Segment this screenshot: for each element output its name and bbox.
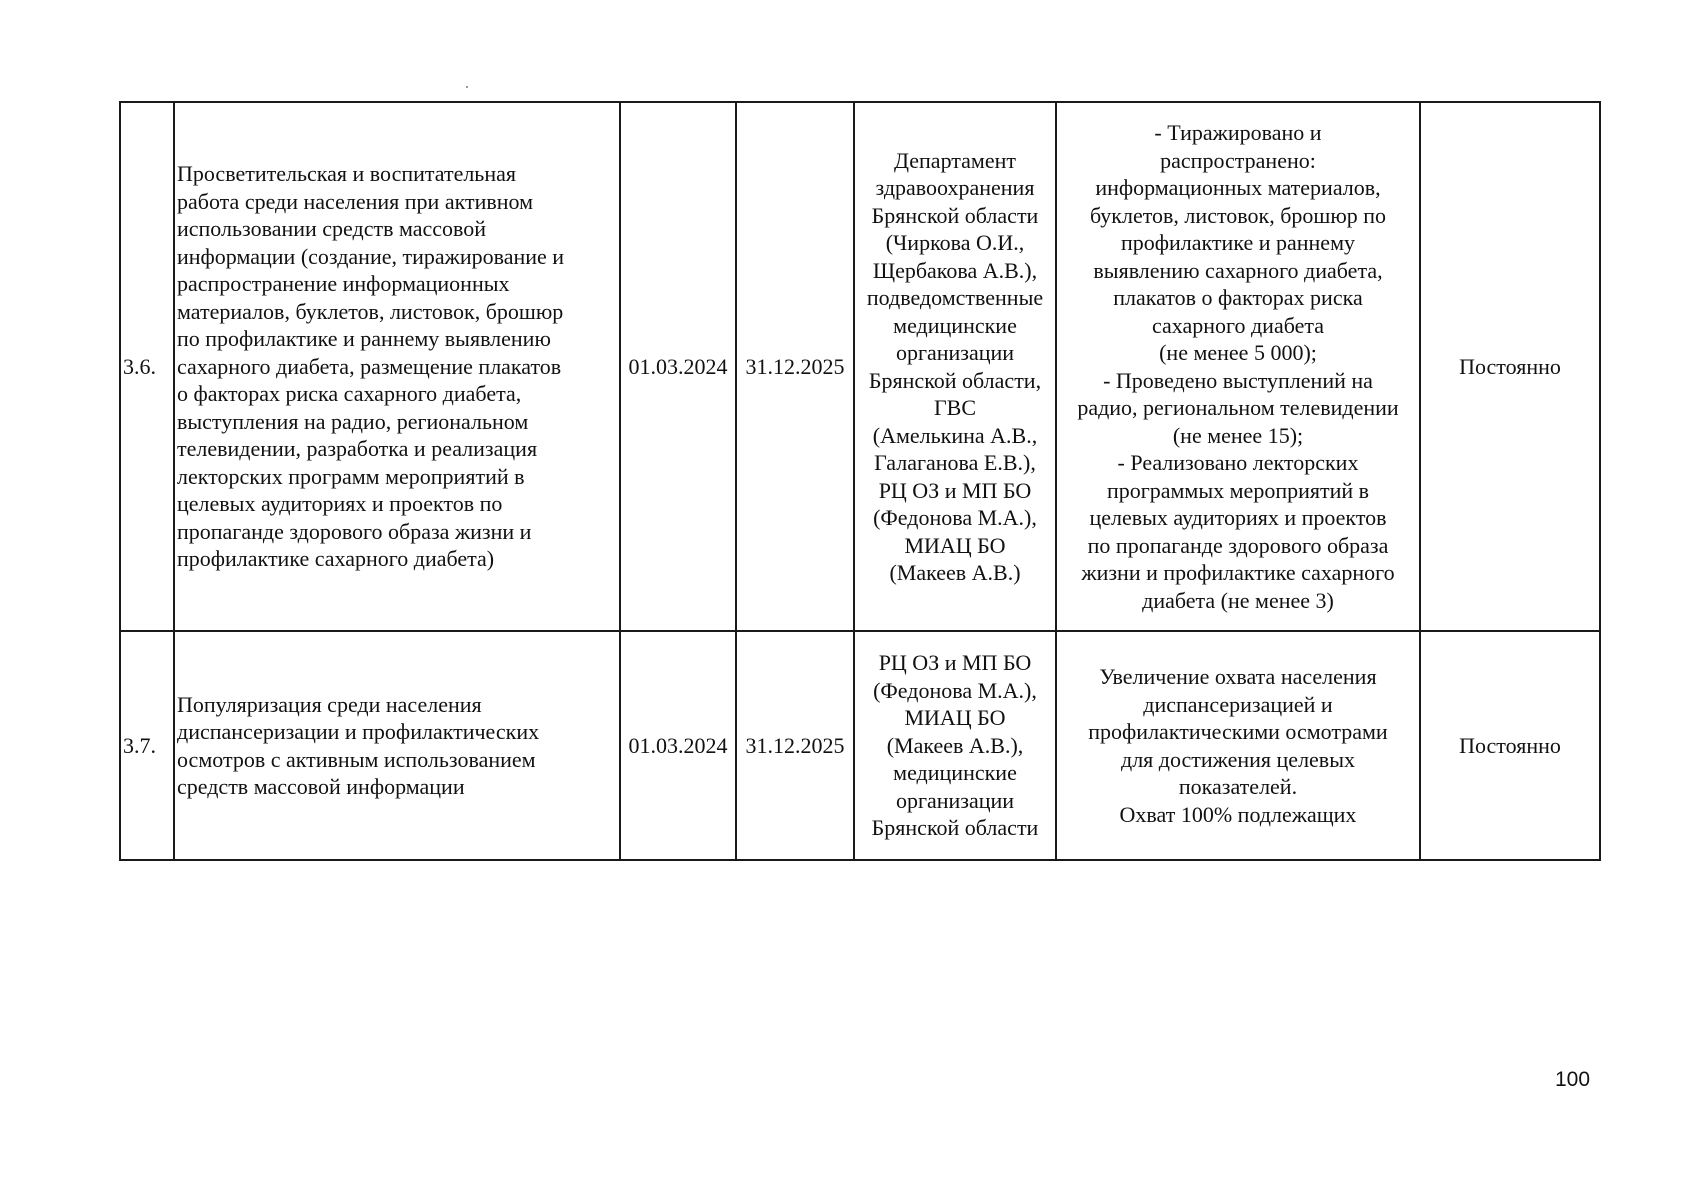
measure-name-line: Просветительская и воспитательная bbox=[177, 161, 517, 187]
table-row bbox=[120, 631, 1600, 860]
responsible-cell bbox=[854, 102, 1056, 631]
measure-name-line: пропаганде здорового образа жизни и bbox=[177, 518, 532, 544]
page-number: 100 bbox=[1555, 1068, 1591, 1091]
result-line: по пропаганде здорового образа bbox=[1087, 532, 1389, 558]
measure-name-line: лекторских программ мероприятий в bbox=[177, 463, 525, 489]
result-line: диабета (не менее 3) bbox=[1142, 587, 1334, 613]
responsible-line: Брянской области, bbox=[868, 367, 1042, 393]
responsible-line: Брянской области bbox=[871, 815, 1039, 841]
responsible-line: медицинские bbox=[893, 760, 1017, 786]
result-line: профилактическими осмотрами bbox=[1088, 719, 1388, 744]
term-cell: Постоянно bbox=[1420, 102, 1600, 631]
responsible-line: Департамент bbox=[893, 147, 1016, 173]
result-line: выявлению сахарного диабета, bbox=[1093, 257, 1383, 283]
measure-name-line: выступления на радио, региональном bbox=[177, 408, 529, 434]
responsible-line: здравоохранения bbox=[875, 175, 1035, 200]
responsible-line: организации bbox=[895, 787, 1015, 813]
measure-name-line: работа среди населения при активном bbox=[177, 188, 534, 214]
scan-speck bbox=[466, 86, 468, 88]
result-line: целевых аудиториях и проектов bbox=[1089, 505, 1387, 530]
responsible-line: (Макеев А.В.), bbox=[886, 732, 1024, 758]
expected-result-cell bbox=[1056, 631, 1420, 860]
measure-name-line: использовании средств массовой bbox=[177, 216, 487, 242]
end-date-cell: 31.12.2025 bbox=[736, 102, 854, 631]
result-line: - Тиражировано и bbox=[1154, 120, 1322, 145]
responsible-line: ГВС bbox=[933, 395, 977, 420]
measure-name-cell bbox=[174, 631, 620, 860]
result-line: информационных материалов, bbox=[1095, 175, 1381, 200]
responsible-line: (Чиркова О.И., bbox=[885, 230, 1025, 255]
measure-name-line: по профилактике и раннему выявлению bbox=[177, 326, 551, 352]
measure-name-line: телевидении, разработка и реализация bbox=[177, 436, 538, 462]
result-line: (не менее 15); bbox=[1172, 422, 1304, 448]
result-line: жизни и профилактике сахарного bbox=[1081, 560, 1395, 585]
result-line: показателей. bbox=[1178, 774, 1298, 799]
row-number-cell: 3.6. bbox=[120, 102, 174, 631]
result-line: для достижения целевых bbox=[1121, 746, 1355, 772]
result-line: (не менее 5 000); bbox=[1159, 340, 1317, 365]
result-line: сахарного диабета bbox=[1151, 312, 1325, 338]
measure-name-line: осмотров с активным использованием bbox=[177, 746, 536, 772]
responsible-line: подведомственные bbox=[866, 285, 1044, 310]
measure-name-line: диспансеризации и профилактических bbox=[177, 719, 540, 744]
result-line: - Проведено выступлений на bbox=[1103, 367, 1373, 393]
measure-name-line: Популяризация среди населения bbox=[177, 691, 482, 717]
result-line: Увеличение охвата населения bbox=[1099, 664, 1377, 689]
table-row bbox=[120, 102, 1600, 631]
responsible-line: МИАЦ БО bbox=[904, 532, 1006, 558]
result-line: профилактике и раннему bbox=[1120, 230, 1355, 255]
responsible-line: (Федонова М.А.), bbox=[873, 505, 1037, 530]
responsible-line: (Макеев А.В.) bbox=[889, 560, 1021, 585]
responsible-line: медицинские bbox=[893, 312, 1017, 338]
result-line: Охват 100% подлежащих bbox=[1119, 801, 1357, 827]
responsible-line: Галаганова Е.В.), bbox=[874, 450, 1036, 475]
responsible-cell bbox=[854, 631, 1056, 860]
responsible-line: РЦ ОЗ и МП БО bbox=[878, 650, 1032, 676]
measure-name-line: материалов, буклетов, листовок, брошюр bbox=[177, 298, 564, 324]
result-line: распространено: bbox=[1160, 147, 1316, 173]
responsible-line: (Амелькина А.В., bbox=[872, 422, 1038, 448]
measure-name-line: информации (создание, тиражирование и bbox=[177, 243, 565, 269]
result-line: плакатов о факторах риска bbox=[1113, 285, 1363, 310]
row-number-cell: 3.7. bbox=[120, 631, 174, 860]
measure-name-line: целевых аудиториях и проектов по bbox=[177, 491, 503, 517]
end-date-cell: 31.12.2025 bbox=[736, 631, 854, 860]
result-line: программых мероприятий в bbox=[1106, 477, 1370, 503]
measure-name-line: сахарного диабета, размещение плакатов bbox=[177, 353, 562, 379]
start-date-cell: 01.03.2024 bbox=[620, 631, 736, 860]
expected-result-cell bbox=[1056, 102, 1420, 631]
measures-table bbox=[119, 101, 1601, 861]
responsible-line: Щербакова А.В.), bbox=[872, 257, 1038, 283]
responsible-line: Брянской области bbox=[871, 202, 1039, 228]
term-cell: Постоянно bbox=[1420, 631, 1600, 860]
measure-name-line: профилактике сахарного диабета) bbox=[177, 546, 495, 572]
measure-name-line: распространение информационных bbox=[177, 271, 510, 297]
responsible-line: (Федонова М.А.), bbox=[873, 677, 1037, 703]
measure-name-line: о факторах риска сахарного диабета, bbox=[177, 381, 522, 407]
responsible-line: РЦ ОЗ и МП БО bbox=[878, 477, 1032, 503]
measure-name-cell bbox=[174, 102, 620, 631]
responsible-line: организации bbox=[895, 340, 1015, 365]
result-line: радио, региональном телевидении bbox=[1077, 395, 1399, 420]
responsible-line: МИАЦ БО bbox=[904, 705, 1006, 731]
result-line: - Реализовано лекторских bbox=[1117, 450, 1359, 475]
result-line: буклетов, листовок, брошюр по bbox=[1089, 202, 1387, 228]
measure-name-line: средств массовой информации bbox=[177, 774, 465, 799]
result-line: диспансеризацией и bbox=[1143, 691, 1333, 717]
start-date-cell: 01.03.2024 bbox=[620, 102, 736, 631]
